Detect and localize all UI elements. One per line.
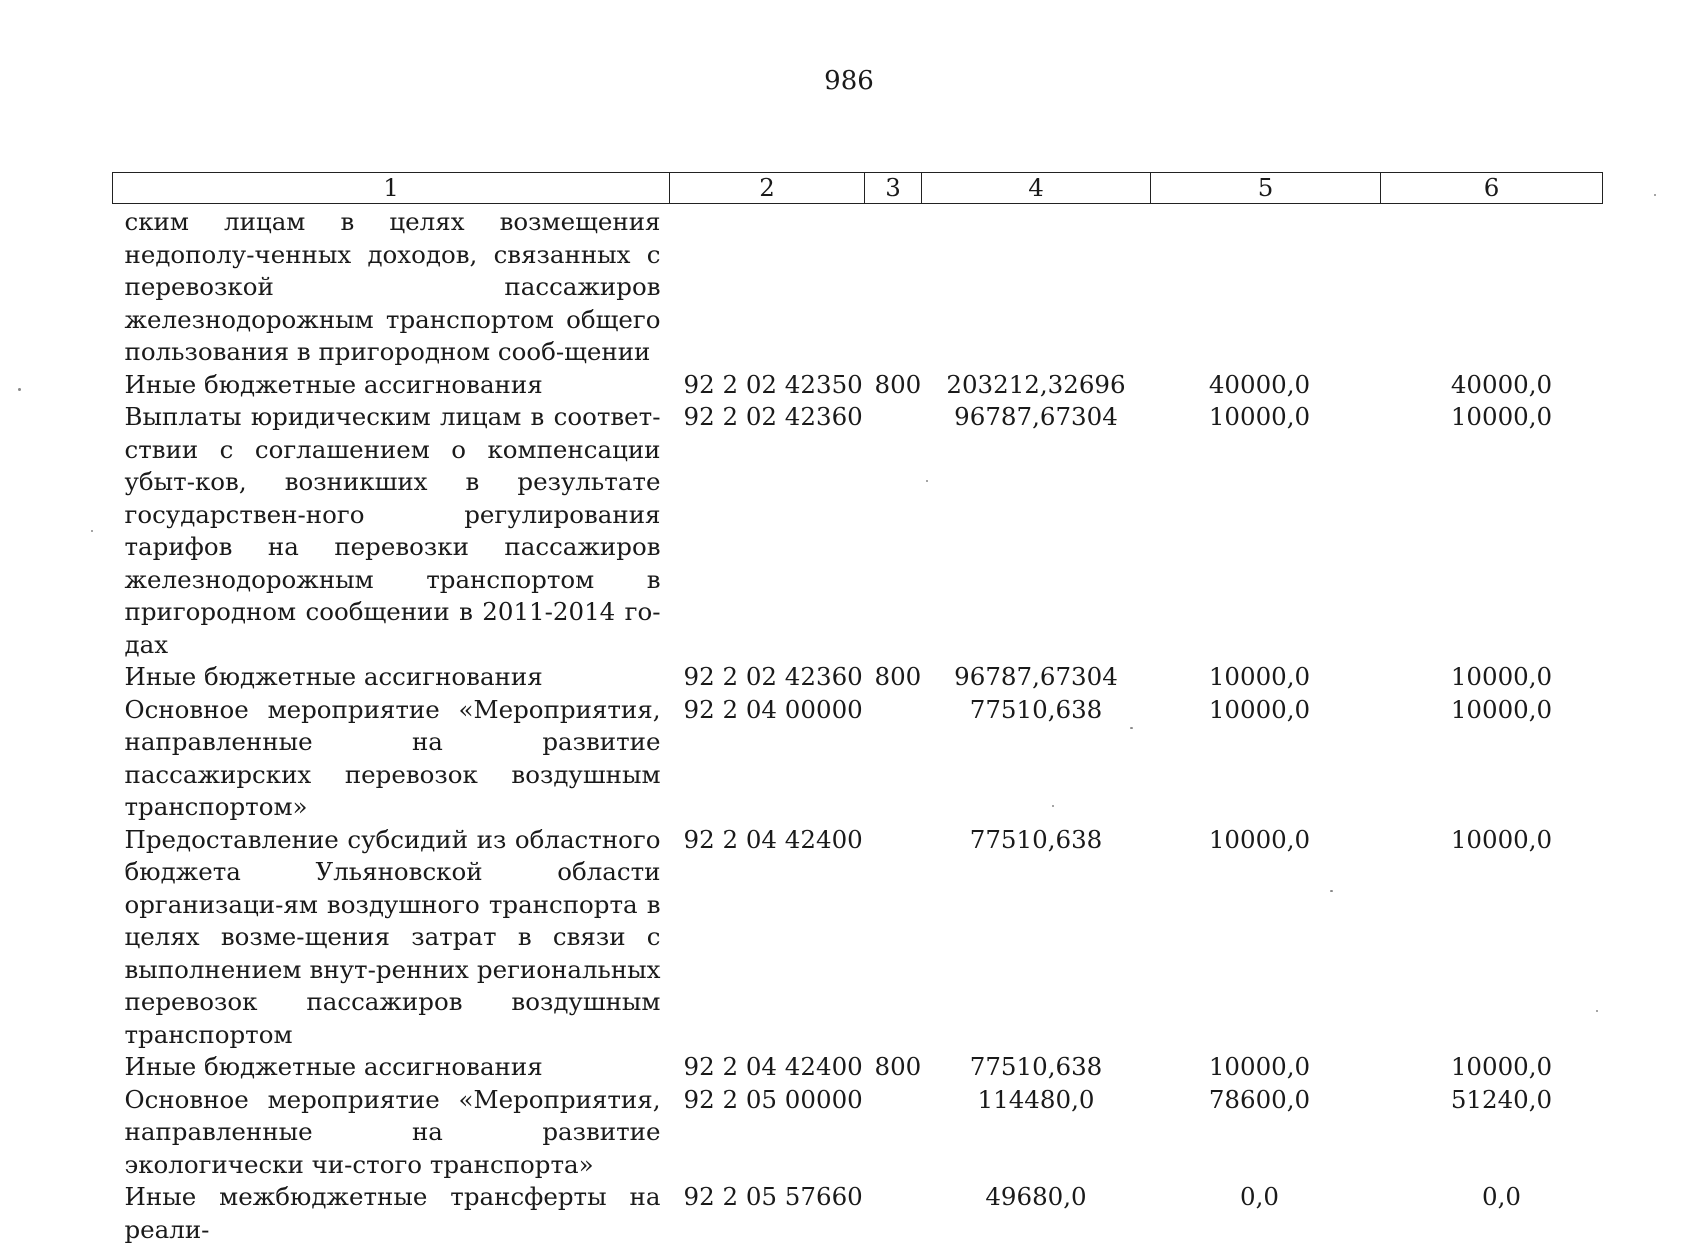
row-sum-col6: 0,0 [1381,1181,1603,1246]
header-col-5: 5 [1151,173,1381,204]
scan-speck [1052,805,1054,807]
row-sum-col4: 77510,638 [922,1051,1151,1084]
row-sum-col6: 10000,0 [1381,1051,1603,1084]
row-sum-col4: 77510,638 [922,824,1151,1052]
row-sum-col4: 96787,67304 [922,661,1151,694]
row-sum-col5 [1151,204,1381,369]
row-name: Основное мероприятие «Мероприятия, направленные на развитие пассажирских перевозок воздушным транспортом» [113,694,670,824]
row-name: Иные бюджетные ассигнования [113,1051,670,1084]
scan-speck [18,388,21,391]
row-name: Основное мероприятие «Мероприятия, направленные на развитие экологически чи-стого транспорта» [113,1084,670,1182]
table-body [113,204,1603,1246]
row-sum-col6: 10000,0 [1381,401,1603,661]
row-sum-col4: 203212,32696 [922,369,1151,402]
row-sum-col6: 40000,0 [1381,369,1603,402]
row-name: Предоставление субсидий из областного бюджета Ульяновской области организаци-ям воздушного транспорта в целях возме-щения затрат в связи с выполнением внут-ренних региональных перевозок пассажиров воздушным транспортом [113,824,670,1052]
header-col-4: 4 [922,173,1151,204]
table-row [113,824,1603,1052]
row-sum-col5: 10000,0 [1151,1051,1381,1084]
row-code: 92 2 04 00000 [670,694,865,824]
header-col-3: 3 [865,173,922,204]
row-sum-col6: 10000,0 [1381,661,1603,694]
row-sum-col5: 0,0 [1151,1181,1381,1246]
scan-speck [91,530,93,532]
table-header [113,173,1603,204]
scan-speck [1330,890,1333,892]
row-code: 92 2 02 42350 [670,369,865,402]
row-sum-col5: 10000,0 [1151,694,1381,824]
row-sum-col4: 77510,638 [922,694,1151,824]
row-sum-col4: 114480,0 [922,1084,1151,1182]
row-expense-type [865,694,922,824]
row-name: ским лицам в целях возмещения недополу-ченных доходов, связанных с перевозкой пассажиров железнодорожным транспортом общего пользования в пригородном сооб-щении [113,204,670,369]
table-row [113,1051,1603,1084]
row-sum-col6 [1381,204,1603,369]
header-col-2: 2 [670,173,865,204]
budget-table [112,172,1603,1246]
table-row [113,1084,1603,1182]
table-row [113,369,1603,402]
row-sum-col5: 40000,0 [1151,369,1381,402]
table-row [113,204,1603,369]
row-sum-col6: 10000,0 [1381,824,1603,1052]
row-code: 92 2 05 57660 [670,1181,865,1246]
row-sum-col4 [922,204,1151,369]
row-code: 92 2 05 00000 [670,1084,865,1182]
row-sum-col4: 49680,0 [922,1181,1151,1246]
row-name: Иные бюджетные ассигнования [113,661,670,694]
row-name: Иные бюджетные ассигнования [113,369,670,402]
row-sum-col4: 96787,67304 [922,401,1151,661]
header-row [113,173,1603,204]
row-expense-type [865,1181,922,1246]
table-row [113,1181,1603,1246]
table-row [113,694,1603,824]
row-code [670,204,865,369]
row-sum-col5: 10000,0 [1151,401,1381,661]
row-name: Иные межбюджетные трансферты на реали- [113,1181,670,1246]
row-code: 92 2 02 42360 [670,401,865,661]
header-col-6: 6 [1381,173,1603,204]
table-row [113,401,1603,661]
row-code: 92 2 02 42360 [670,661,865,694]
header-col-1: 1 [113,173,670,204]
row-expense-type [865,401,922,661]
row-sum-col5: 10000,0 [1151,661,1381,694]
table-row [113,661,1603,694]
row-expense-type [865,204,922,369]
row-sum-col6: 10000,0 [1381,694,1603,824]
row-sum-col5: 78600,0 [1151,1084,1381,1182]
row-expense-type [865,1084,922,1182]
scan-speck [926,480,928,482]
row-sum-col5: 10000,0 [1151,824,1381,1052]
row-expense-type: 800 [865,661,922,694]
row-code: 92 2 04 42400 [670,824,865,1052]
page-number: 986 [0,66,1698,96]
row-code: 92 2 04 42400 [670,1051,865,1084]
row-expense-type [865,824,922,1052]
scan-speck [1654,194,1656,196]
row-sum-col6: 51240,0 [1381,1084,1603,1182]
row-name: Выплаты юридическим лицам в соответ-ствии с соглашением о компенсации убыт-ков, возникших в результате государствен-ного регулирования тарифов на перевозки пассажиров железнодорожным транспортом в пригородном сообщении в 2011-2014 го-дах [113,401,670,661]
row-expense-type: 800 [865,369,922,402]
scan-speck [1130,727,1133,729]
row-expense-type: 800 [865,1051,922,1084]
scan-speck [1596,1010,1598,1012]
